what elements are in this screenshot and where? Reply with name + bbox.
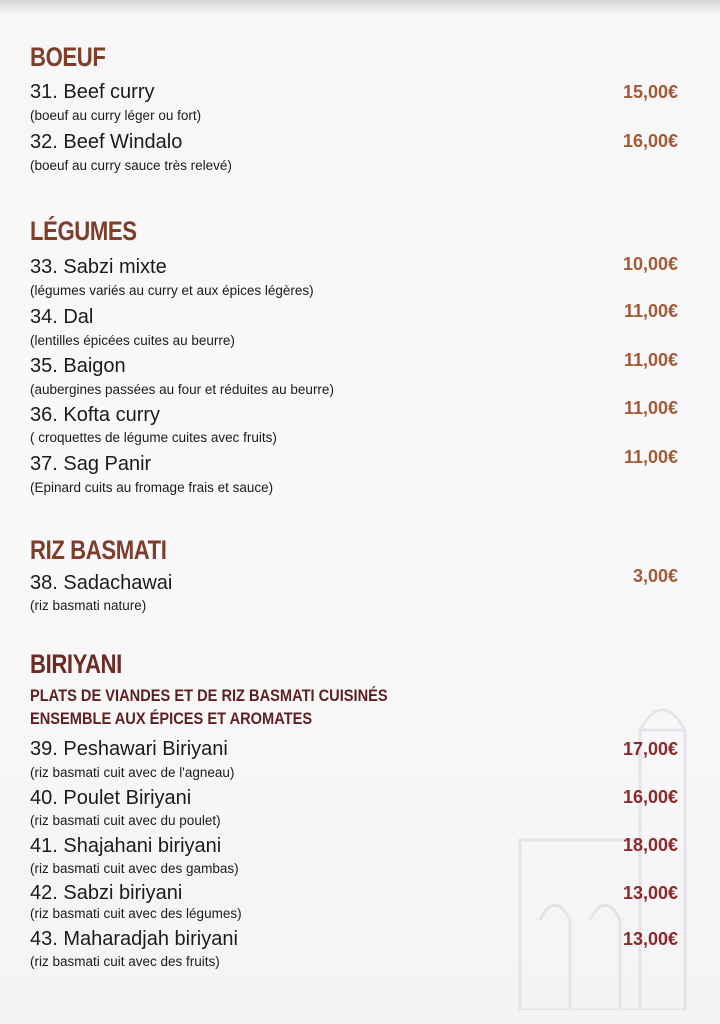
item-price: 15,00€	[622, 82, 678, 102]
item-description: (aubergines passées au four et réduites au beurre)	[30, 382, 334, 397]
item-price: 11,00€	[623, 301, 678, 321]
item-price: 11,00€	[623, 350, 678, 370]
item-description: (riz basmati cuit avec des gambas)	[30, 861, 239, 876]
item-description: (boeuf au curry léger ou fort)	[30, 108, 202, 123]
item-price: 11,00€	[623, 398, 678, 418]
item-price: 3,00€	[632, 566, 678, 586]
item-description: (légumes variés au curry et aux épices légères)	[30, 283, 314, 298]
item-name: 40. Poulet Biriyani	[30, 787, 192, 809]
item-price: 13,00€	[622, 883, 678, 903]
item-description: (riz basmati cuit avec de l'agneau)	[30, 765, 235, 780]
item-description: (riz basmati cuit avec du poulet)	[30, 813, 221, 828]
item-price: 13,00€	[622, 929, 678, 949]
section-subtitle-line-1: PLATS DE VIANDES ET DE RIZ BASMATI CUISINÉS	[30, 686, 388, 705]
item-name: 34. Dal	[30, 306, 94, 328]
section-title-biriyani: BIRIYANI	[30, 649, 122, 679]
item-description: (boeuf au curry sauce très relevé)	[30, 158, 232, 173]
item-price: 18,00€	[622, 835, 678, 855]
item-description: (riz basmati cuit avec des fruits)	[30, 954, 220, 969]
section-title-riz-basmati: RIZ BASMATI	[30, 535, 167, 565]
item-price: 11,00€	[623, 447, 678, 467]
item-price: 17,00€	[622, 739, 678, 759]
item-name: 42. Sabzi biriyani	[30, 882, 183, 904]
item-name: 35. Baigon	[30, 355, 126, 377]
item-name: 32. Beef Windalo	[30, 131, 183, 153]
item-name: 31. Beef curry	[30, 81, 155, 103]
item-price: 16,00€	[622, 787, 678, 807]
item-price: 10,00€	[622, 254, 678, 274]
item-description: (riz basmati cuit avec des légumes)	[30, 906, 242, 921]
item-description: (Epinard cuits au fromage frais et sauce)	[30, 480, 274, 495]
page-top-edge	[0, 0, 720, 14]
item-name: 39. Peshawari Biriyani	[30, 738, 228, 760]
section-title-legumes: LÉGUMES	[30, 216, 137, 246]
section-subtitle-line-2: ENSEMBLE AUX ÉPICES ET AROMATES	[30, 709, 313, 728]
item-name: 43. Maharadjah biriyani	[30, 928, 238, 950]
item-price: 16,00€	[622, 131, 678, 151]
item-description: (riz basmati nature)	[30, 598, 147, 613]
item-description: (lentilles épicées cuites au beurre)	[30, 333, 235, 348]
item-description: ( croquettes de légume cuites avec fruits)	[30, 430, 277, 445]
item-name: 38. Sadachawai	[30, 572, 173, 594]
section-title-boeuf: BOEUF	[30, 42, 106, 72]
item-name: 36. Kofta curry	[30, 404, 161, 426]
item-name: 33. Sabzi mixte	[30, 256, 167, 278]
item-name: 41. Shajahani biriyani	[30, 835, 222, 857]
item-name: 37. Sag Panir	[30, 453, 152, 475]
